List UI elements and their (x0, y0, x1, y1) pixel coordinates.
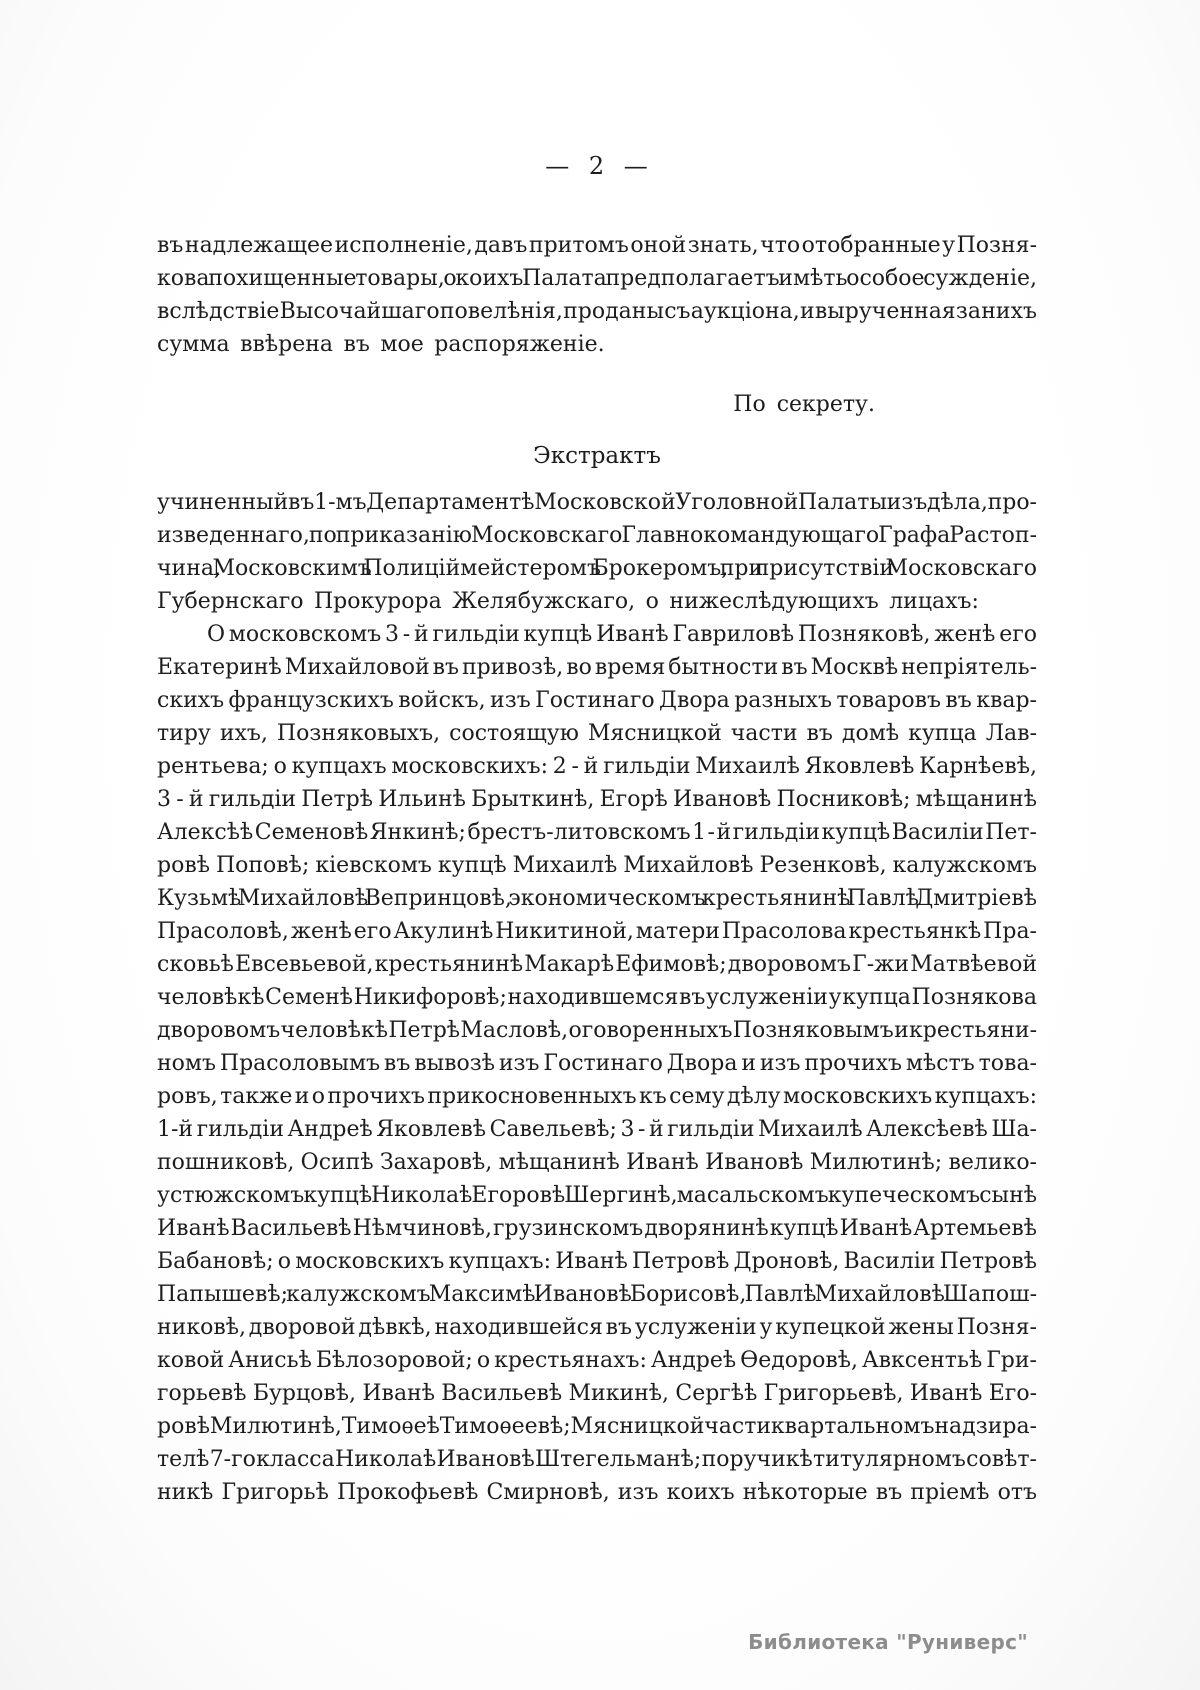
text-line (157, 1080, 1037, 1113)
text-line-content: чина, Московскимъ Полиціймейстеромъ Брокеромъ, при присутствіи Московскаго (157, 556, 1037, 581)
text-line (157, 816, 1037, 849)
text-line (157, 1344, 1037, 1377)
text-line-content: Кузьмѣ Михайловѣ Вепринцовѣ, экономическомъ крестьянинѣ Павлѣ Дмитріевѣ (157, 886, 1037, 911)
text-line (157, 1047, 1037, 1080)
text-line-content: Бабановѣ; о московскихъ купцахъ: Иванѣ Петровѣ Дроновѣ, Василіи Петровѣ (157, 1249, 1037, 1274)
text-line-content: Алексѣѣ Семеновѣ Янкинѣ; брестъ-литовскомъ 1 - й гильдіи купцѣ Василіи Пет- (157, 820, 1037, 845)
text-line (157, 651, 1037, 684)
text-line-content: ровѣ Поповѣ; кіевскомъ купцѣ Михаилѣ Михайловѣ Резенковѣ, калужскомъ (157, 853, 1037, 878)
text-line-content: Губернскаго Прокурора Желябужскаго, о нижеслѣдующихъ лицахъ: (157, 589, 979, 614)
text-line-content: 1-й гильдіи Андреѣ Яковлевѣ Савельевѣ; 3 - й гильдіи Михаилѣ Алексѣевѣ Ша- (157, 1117, 1037, 1142)
text-line (157, 1410, 1037, 1443)
paragraph-extract-intro (157, 486, 1037, 618)
text-line-content: тиру ихъ, Позняковыхъ, состоящую Мясницкой части въ домѣ купца Лав- (157, 721, 1037, 746)
text-line (157, 1278, 1037, 1311)
text-line-content: Папышевѣ; калужскомъ Максимѣ Ивановѣ Борисовѣ, Павлѣ Михайловѣ Шапош- (157, 1282, 1037, 1307)
text-line (157, 1179, 1037, 1212)
secret-note (157, 388, 1037, 421)
text-line-content: 3 - й гильдіи Петрѣ Ильинѣ Брыткинѣ, Егорѣ Ивановѣ Посниковѣ; мѣщанинѣ (157, 787, 1037, 812)
text-line (157, 1245, 1037, 1278)
text-line-content: сумма ввѣрена въ мое распоряженіе. (157, 332, 605, 357)
text-line-content: учиненный въ 1-мъ Департаментѣ Московской Уголовной Палаты изъ дѣла, про- (157, 490, 1037, 515)
text-line-content: Иванѣ Васильевѣ Нѣмчиновѣ, грузинскомъ дворянинѣ купцѣ Иванѣ Артемьевѣ (157, 1216, 1037, 1241)
text-line-content: кова похищенные товары, о коихъ Палата предполагаетъ имѣть особое сужденіе, (157, 266, 1037, 291)
secret-note-text: По секрету. (733, 392, 875, 417)
text-line (157, 519, 1037, 552)
text-line (157, 328, 1037, 361)
text-line (157, 295, 1037, 328)
text-line-content: телѣ 7-го класса Николаѣ Ивановѣ Штегельманѣ; поручикѣ титулярномъ совѣт- (157, 1447, 1037, 1472)
text-line-content: въ надлежащее исполненіе, давъ притомъ оной знать, что отобранные у Позня- (157, 233, 1037, 258)
text-line (157, 552, 1037, 585)
paragraph-extract-body (157, 618, 1037, 1509)
text-line (157, 1311, 1037, 1344)
text-line (157, 750, 1037, 783)
text-line-content: устюжскомъ купцѣ Николаѣ Егоровѣ Шергинѣ, масальскомъ купеческомъ сынѣ (157, 1183, 1037, 1208)
text-line (157, 262, 1037, 295)
text-line-content: пошниковѣ, Осипѣ Захаровѣ, мѣщанинѣ Иванѣ Ивановѣ Милютинѣ; велико- (157, 1150, 1037, 1175)
text-line-content: ровѣ Милютинѣ, Тимоѳеѣ Тимоѳеевѣ; Мясницкой части квартальномъ надзира- (157, 1414, 1037, 1439)
text-line-content: вслѣдствіе Высочайшаго повелѣнія, проданы съ аукціона, и вырученная за нихъ (157, 299, 1037, 324)
text-line (157, 1443, 1037, 1476)
text-line-content: Екатеринѣ Михайловой въ привозѣ, во время бытности въ Москвѣ непріятель- (157, 655, 1037, 680)
text-line (157, 915, 1037, 948)
text-line-content: номъ Прасоловымъ въ вывозѣ изъ Гостинаго Двора и изъ прочихъ мѣстъ това- (157, 1051, 1037, 1076)
text-line (157, 849, 1037, 882)
text-line-content: дворовомъ человѣкѣ Петрѣ Масловѣ, оговоренныхъ Позняковымъ и крестьяни- (157, 1018, 1037, 1043)
text-line (157, 1014, 1037, 1047)
text-line-content: никовѣ, дворовой дѣвкѣ, находившейся въ услуженіи у купецкой жены Позня- (157, 1315, 1037, 1340)
text-line (157, 1113, 1037, 1146)
text-line-content: ровъ, также и о прочихъ прикосновенныхъ къ сему дѣлу московскихъ купцахъ: (157, 1084, 1038, 1109)
text-line-content: изведеннаго, по приказанію Московскаго Главнокомандующаго Графа Растоп- (157, 523, 1037, 548)
text-line-content: сковьѣ Евсевьевой, крестьянинѣ Макарѣ Ефимовѣ; дворовомъ Г-жи Матвѣевой (157, 952, 1037, 977)
text-line (157, 618, 1037, 651)
text-line (157, 948, 1037, 981)
text-line (157, 981, 1037, 1014)
section-heading: Экстрактъ (533, 443, 661, 469)
text-line-content: скихъ французскихъ войскъ, изъ Гостинаго Двора разныхъ товаровъ въ квар- (157, 688, 1037, 713)
text-line (157, 717, 1037, 750)
paragraph-closing (157, 229, 1037, 361)
text-line (157, 486, 1037, 519)
text-line-content: Прасоловѣ, женѣ его Акулинѣ Никитиной, матери Прасолова крестьянкѣ Пра- (157, 919, 1037, 944)
text-line (157, 882, 1037, 915)
text-line (157, 684, 1037, 717)
text-line (157, 585, 1037, 618)
text-line (157, 1377, 1037, 1410)
text-line (157, 1146, 1037, 1179)
library-watermark: Библиотека "Руниверс" (748, 1630, 1028, 1654)
text-line-content: никѣ Григорьѣ Прокофьевѣ Смирновѣ, изъ коихъ нѣкоторые въ пріемѣ отъ (157, 1480, 1037, 1505)
page-number: — 2 — (545, 152, 649, 180)
text-line (157, 783, 1037, 816)
text-line-content: горьевѣ Бурцовѣ, Иванѣ Васильевѣ Микинѣ, Сергѣѣ Григорьевѣ, Иванѣ Его- (157, 1381, 1037, 1406)
text-line-content: человѣкѣ Семенѣ Никифоровѣ; находившемся въ услуженіи у купца Познякова (157, 985, 1037, 1010)
text-line-content: рентьева; о купцахъ московскихъ: 2 - й гильдіи Михаилѣ Яковлевѣ Карнѣевѣ, (157, 754, 1037, 779)
text-line (157, 229, 1037, 262)
text-line-content: ковой Анисьѣ Бѣлозоровой; о крестьянахъ: Андреѣ Ѳедоровѣ, Авксентьѣ Гри- (157, 1348, 1037, 1373)
text-line (157, 1212, 1037, 1245)
text-line (157, 1476, 1037, 1509)
text-line-content: О московскомъ 3 - й гильдіи купцѣ Иванѣ Гавриловѣ Позняковѣ, женѣ его (207, 622, 1037, 647)
